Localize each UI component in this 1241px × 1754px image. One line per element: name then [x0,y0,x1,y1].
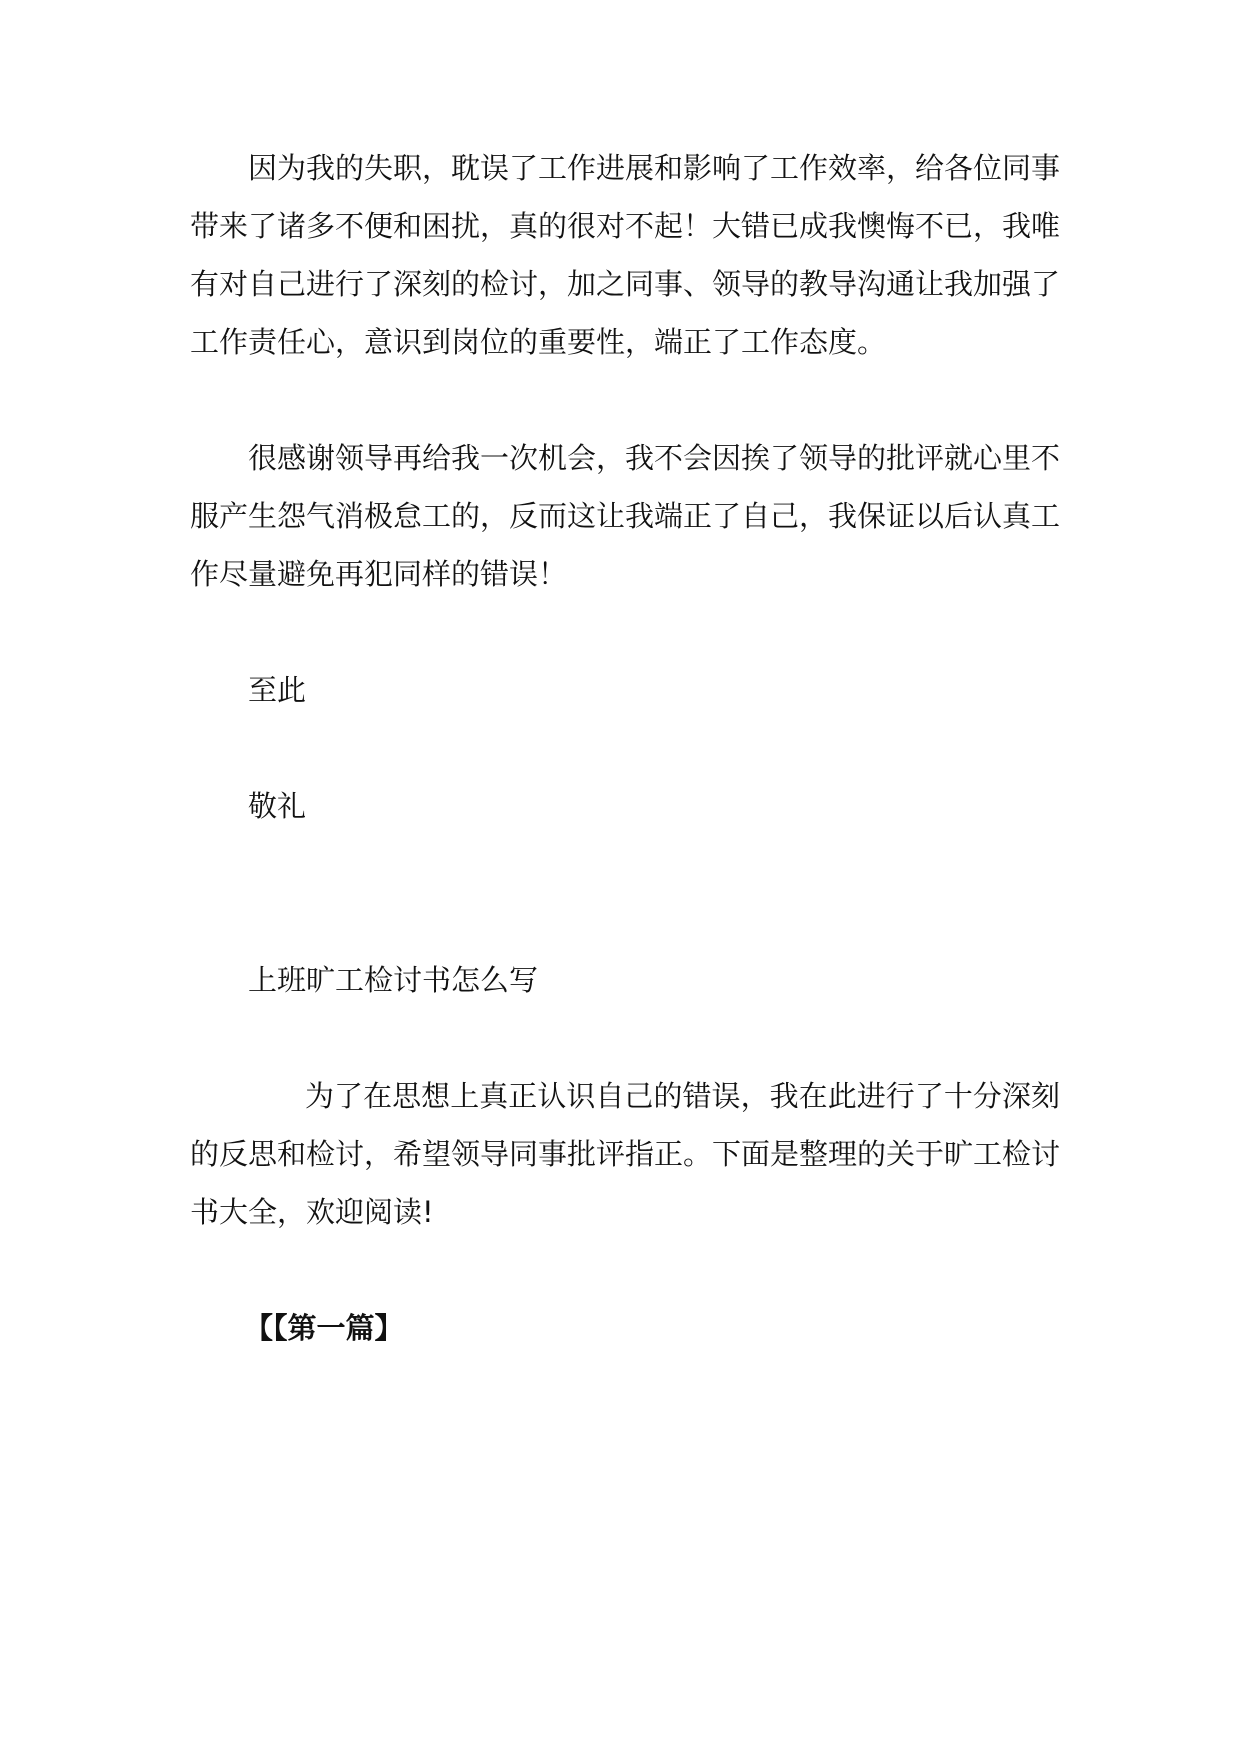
paragraph-1-line-1: 因为我的失职，耽误了工作进展和影响了工作效率，给各位同事 [248,151,1061,185]
paragraph-2-line-1: 很感谢领导再给我一次机会，我不会因挨了领导的批评就心里不 [248,441,1061,475]
closing-zhici: 至此 [248,673,307,707]
part-heading: 【【第一篇】 [244,1311,404,1345]
paragraph-3-line-1: 为了在思想上真正认识自己的错误，我在此进行了十分深刻 [305,1079,1060,1113]
paragraph-3-line-3: 书大全，欢迎阅读! [190,1195,434,1229]
paragraph-2-line-3: 作尽量避免再犯同样的错误！ [190,557,568,591]
paragraph-3-line-2: 的反思和检讨，希望领导同事批评指正。下面是整理的关于旷工检讨 [190,1137,1061,1171]
paragraph-1-line-4: 工作责任心，意识到岗位的重要性，端正了工作态度。 [190,325,887,359]
paragraph-1-line-2: 带来了诸多不便和困扰，真的很对不起！大错已成我懊悔不已，我唯 [190,209,1061,243]
section-title: 上班旷工检讨书怎么写 [248,963,539,997]
closing-jingli: 敬礼 [248,789,307,823]
paragraph-1-line-3: 有对自己进行了深刻的检讨，加之同事、领导的教导沟通让我加强了 [190,267,1061,301]
paragraph-2-line-2: 服产生怨气消极怠工的，反而这让我端正了自己，我保证以后认真工 [190,499,1061,533]
